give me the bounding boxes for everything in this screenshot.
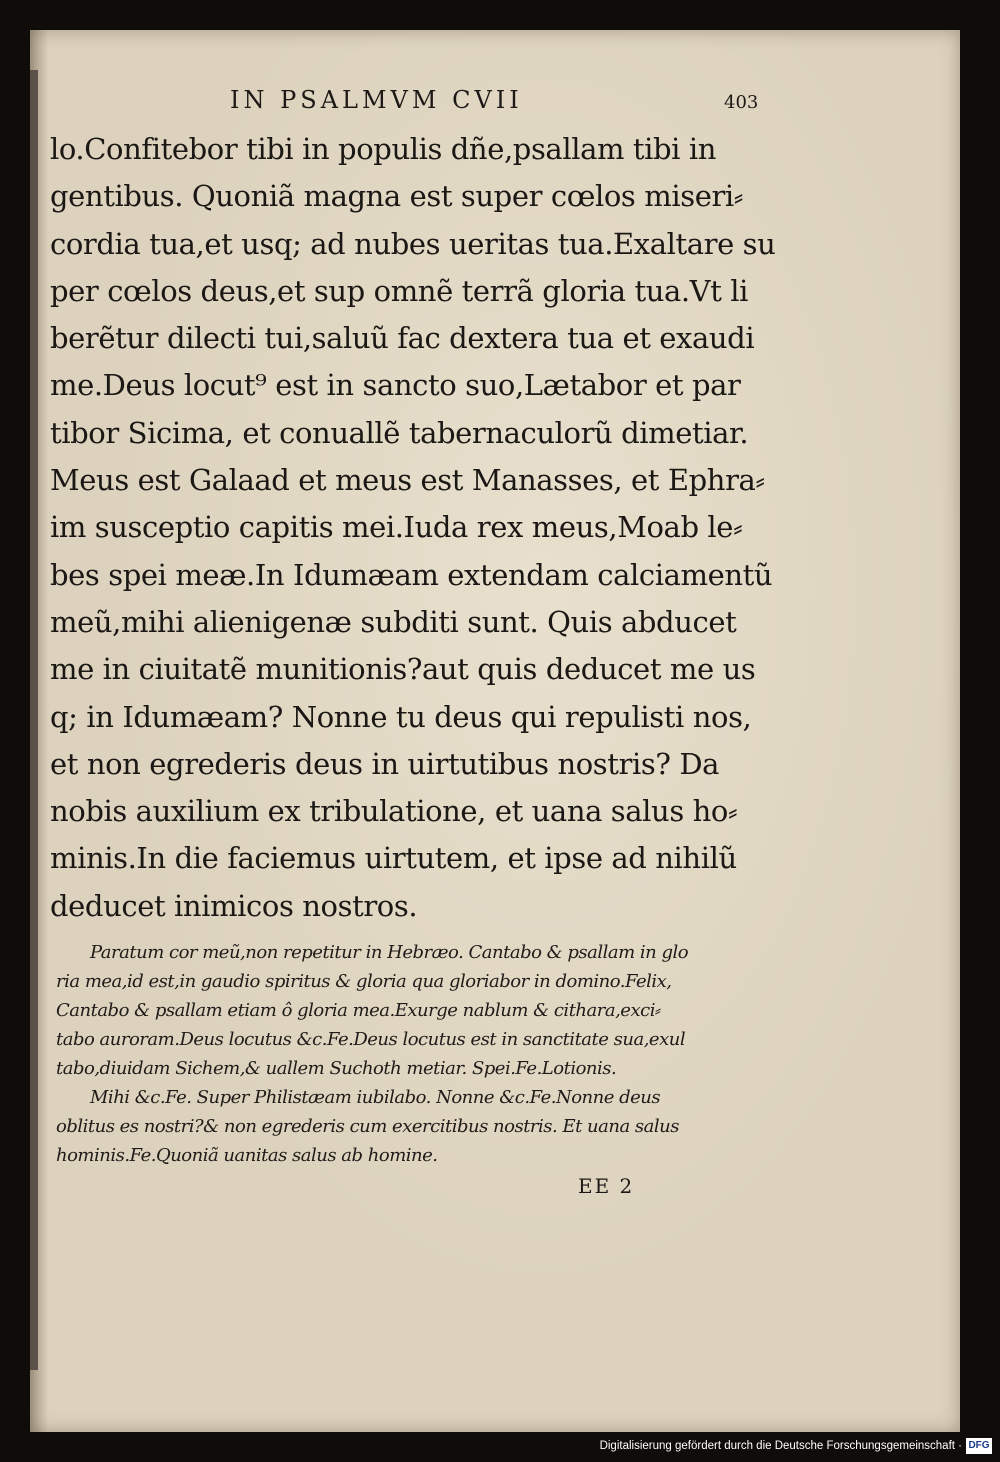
text-line: me in ciuitatẽ munitionis?aut quis deducet me us — [50, 652, 756, 687]
main-text — [50, 126, 776, 930]
note-line: ria mea,id est,in gaudio spiritus & gloria qua gloriabor in domino.Felix, — [56, 971, 672, 992]
dfg-logo[interactable]: DFG — [966, 1438, 992, 1454]
running-title: IN PSALMVM CVII — [230, 86, 523, 114]
text-line: meũ,mihi alienigenæ subditi sunt. Quis abducet — [50, 604, 737, 639]
text-line: Meus est Galaad et meus est Manasses, et Ephra⸗ — [50, 463, 765, 498]
text-line: minis.In die faciemus uirtutem, et ipse ad nihilũ — [50, 841, 737, 876]
text-line: deducet inimicos nostros. — [50, 888, 418, 923]
digitization-credit: Digitalisierung gefördert durch die Deutsche Forschungsgemeinschaft · — [599, 1440, 962, 1452]
text-line: lo.Confitebor tibi in populis dñe,psallam tibi in — [50, 132, 717, 166]
text-line: q; in Idumæam? Nonne tu deus qui repulisti nos, — [50, 699, 752, 734]
commentary-notes — [56, 938, 736, 1170]
note-line: Paratum cor meũ,non repetitur in Hebræo. Cantabo & psallam in glo — [90, 942, 689, 963]
text-line: cordia tua,et usq; ad nubes ueritas tua.Exaltare su — [50, 226, 776, 261]
folio-number: 403 — [724, 92, 759, 113]
note-line: hominis.Fe.Quoniã uanitas salus ab homine. — [56, 1145, 438, 1166]
note-line: Mihi &c.Fe. Super Philistæam iubilabo. Nonne &c.Fe.Nonne deus — [90, 1087, 661, 1108]
text-line: im susceptio capitis mei.Iuda rex meus,Moab le⸗ — [50, 510, 743, 545]
text-line: per cœlos deus,et sup omnẽ terrã gloria tua.Vt li — [50, 273, 749, 308]
note-line: oblitus es nostri?& non egrederis cum exercitibus nostris. Et uana salus — [56, 1116, 679, 1137]
page-gutter-edge — [30, 70, 38, 1370]
signature-mark: EE 2 — [578, 1174, 635, 1198]
text-line: berẽtur dilecti tui,saluũ fac dextera tua et exaudi — [50, 321, 755, 356]
text-line: me.Deus locut⁹ est in sancto suo,Lætabor et par — [50, 368, 741, 403]
text-line: bes spei meæ.In Idumæam extendam calciamentũ — [50, 557, 773, 592]
text-line: gentibus. Quoniã magna est super cœlos miseri⸗ — [50, 179, 744, 214]
note-line: tabo,diuidam Sichem,& uallem Suchoth metiar. Spei.Fe.Lotionis. — [56, 1058, 617, 1079]
text-line: nobis auxilium ex tribulatione, et uana salus ho⸗ — [50, 794, 738, 829]
note-line: Cantabo & psallam etiam ô gloria mea.Exurge nablum & cithara,exci⸗ — [56, 1000, 661, 1021]
text-line: tibor Sicima, et conuallẽ tabernaculorũ dimetiar. — [50, 415, 749, 450]
note-line: tabo auroram.Deus locutus &c.Fe.Deus locutus est in sanctitate sua,exul — [56, 1029, 686, 1050]
text-line: et non egrederis deus in uirtutibus nostris? Da — [50, 746, 720, 781]
